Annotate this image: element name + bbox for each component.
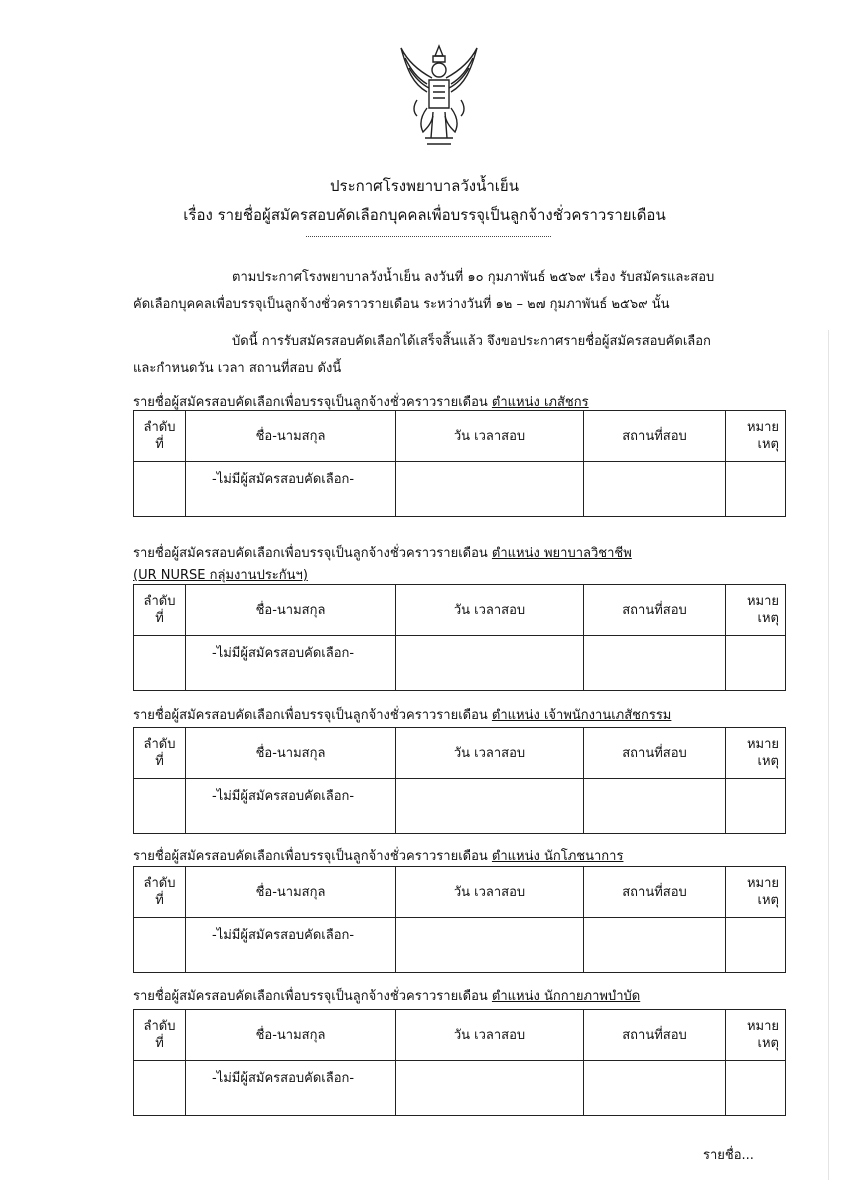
section-position: ตำแหน่ง นักกายภาพบำบัด <box>491 989 641 1004</box>
section-heading <box>133 391 589 412</box>
col-datetime: วัน เวลาสอบ <box>396 867 584 918</box>
section-heading <box>133 845 623 866</box>
section-heading-prefix: รายชื่อผู้สมัครสอบคัดเลือกเพื่อบรรจุเป็นลูกจ้างชั่วคราวรายเดือน <box>133 708 488 723</box>
candidate-entry: -ไม่มีผู้สมัครสอบคัดเลือก- <box>186 1061 396 1116</box>
col-datetime: วัน เวลาสอบ <box>396 1010 584 1061</box>
paragraph-1-line-1: ตามประกาศโรงพยาบาลวังน้ำเย็น ลงวันที่ ๑๐ กุมภาพันธ์ ๒๕๖๙ เรื่อง รับสมัครและสอบ <box>232 270 715 285</box>
col-datetime: วัน เวลาสอบ <box>396 585 584 636</box>
col-name: ชื่อ-นามสกุล <box>186 585 396 636</box>
col-order: ลำดับ ที่ <box>134 585 186 636</box>
candidate-table <box>133 584 786 691</box>
title-divider <box>306 236 551 237</box>
candidate-table <box>133 866 786 973</box>
col-note: หมาย เหตุ <box>726 728 786 779</box>
col-place: สถานที่สอบ <box>584 411 726 462</box>
section-position: ตำแหน่ง นักโภชนาการ <box>491 849 624 864</box>
garuda-emblem-icon <box>397 40 481 150</box>
announcement-title: ประกาศโรงพยาบาลวังน้ำเย็น <box>330 177 519 195</box>
col-name: ชื่อ-นามสกุล <box>186 867 396 918</box>
col-place: สถานที่สอบ <box>584 867 726 918</box>
candidate-entry: -ไม่มีผู้สมัครสอบคัดเลือก- <box>186 462 396 517</box>
table-row <box>134 779 786 834</box>
section-heading-prefix: รายชื่อผู้สมัครสอบคัดเลือกเพื่อบรรจุเป็นลูกจ้างชั่วคราวรายเดือน <box>133 849 488 864</box>
section-heading <box>133 704 671 725</box>
scan-edge-line <box>828 330 829 1180</box>
table-header-row <box>134 411 786 462</box>
table-header-row <box>134 1010 786 1061</box>
section-position-sub: (UR NURSE กลุ่มงานประกันฯ) <box>133 568 308 583</box>
col-note: หมาย เหตุ <box>726 411 786 462</box>
section-heading-prefix: รายชื่อผู้สมัครสอบคัดเลือกเพื่อบรรจุเป็นลูกจ้างชั่วคราวรายเดือน <box>133 395 488 410</box>
col-order: ลำดับ ที่ <box>134 411 186 462</box>
candidate-table <box>133 727 786 834</box>
table-header-row <box>134 867 786 918</box>
table-row <box>134 636 786 691</box>
candidate-entry: -ไม่มีผู้สมัครสอบคัดเลือก- <box>186 636 396 691</box>
table-row <box>134 918 786 973</box>
col-place: สถานที่สอบ <box>584 728 726 779</box>
candidate-entry: -ไม่มีผู้สมัครสอบคัดเลือก- <box>186 779 396 834</box>
col-order: ลำดับ ที่ <box>134 728 186 779</box>
page-continuation: รายชื่อ... <box>703 1148 754 1163</box>
col-place: สถานที่สอบ <box>584 1010 726 1061</box>
col-datetime: วัน เวลาสอบ <box>396 728 584 779</box>
col-note: หมาย เหตุ <box>726 585 786 636</box>
col-place: สถานที่สอบ <box>584 585 726 636</box>
table-header-row <box>134 585 786 636</box>
candidate-table <box>133 1009 786 1116</box>
section-position: ตำแหน่ง เจ้าพนักงานเภสัชกรรม <box>491 708 672 723</box>
announcement-subject: เรื่อง รายชื่อผู้สมัครสอบคัดเลือกบุคคลเพื่อบรรจุเป็นลูกจ้างชั่วคราวรายเดือน <box>183 206 666 224</box>
col-name: ชื่อ-นามสกุล <box>186 411 396 462</box>
col-order: ลำดับ ที่ <box>134 867 186 918</box>
section-heading <box>133 542 632 563</box>
paragraph-2-line-1: บัดนี้ การรับสมัครสอบคัดเลือกได้เสร็จสิ้นแล้ว จึงขอประกาศรายชื่อผู้สมัครสอบคัดเลือก <box>232 334 711 349</box>
col-datetime: วัน เวลาสอบ <box>396 411 584 462</box>
col-name: ชื่อ-นามสกุล <box>186 728 396 779</box>
section-heading-prefix: รายชื่อผู้สมัครสอบคัดเลือกเพื่อบรรจุเป็นลูกจ้างชั่วคราวรายเดือน <box>133 989 488 1004</box>
table-row <box>134 462 786 517</box>
paragraph-2-line-2: และกำหนดวัน เวลา สถานที่สอบ ดังนี้ <box>133 361 342 376</box>
section-heading-prefix: รายชื่อผู้สมัครสอบคัดเลือกเพื่อบรรจุเป็นลูกจ้างชั่วคราวรายเดือน <box>133 546 488 561</box>
table-header-row <box>134 728 786 779</box>
candidate-table <box>133 410 786 517</box>
table-row <box>134 1061 786 1116</box>
col-note: หมาย เหตุ <box>726 867 786 918</box>
col-name: ชื่อ-นามสกุล <box>186 1010 396 1061</box>
col-order: ลำดับ ที่ <box>134 1010 186 1061</box>
section-heading <box>133 985 640 1006</box>
candidate-entry: -ไม่มีผู้สมัครสอบคัดเลือก- <box>186 918 396 973</box>
col-note: หมาย เหตุ <box>726 1010 786 1061</box>
section-position: ตำแหน่ง พยาบาลวิชาชีพ <box>491 546 632 561</box>
section-position: ตำแหน่ง เภสัชกร <box>491 395 589 410</box>
paragraph-1-line-2: คัดเลือกบุคคลเพื่อบรรจุเป็นลูกจ้างชั่วคราวรายเดือน ระหว่างวันที่ ๑๒ – ๒๗ กุมภาพันธ์ ๒๕๖๙ นั้น <box>133 297 670 312</box>
